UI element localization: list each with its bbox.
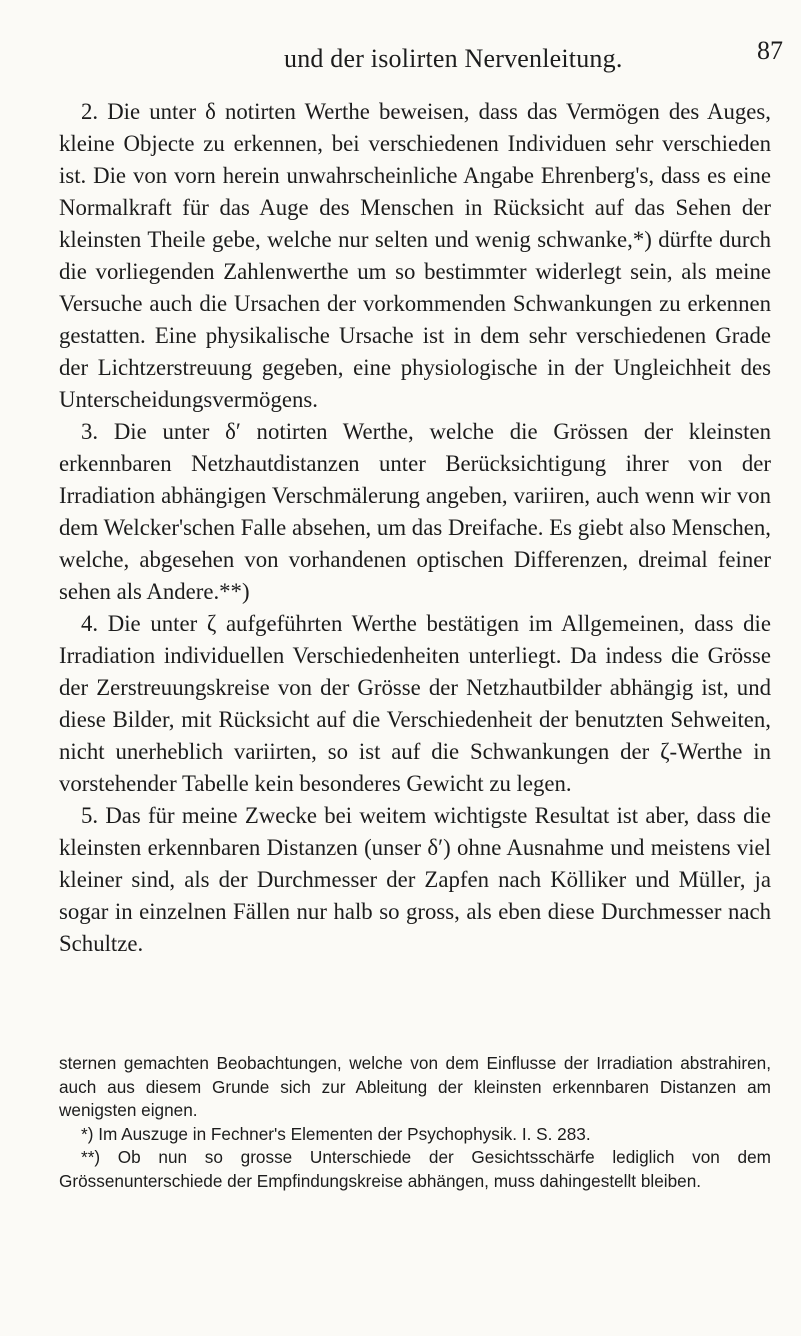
running-head: und der isolirten Nervenleitung. [284, 44, 623, 73]
footnote-1: *) Im Auszuge in Fechner's Elementen der Psychophysik. I. S. 283. [81, 1123, 591, 1144]
paragraph-5: 5. Das für meine Zwecke bei weitem wichtigste Resultat ist aber, dass die kleinsten erkennbaren Distanzen (unser δ′) ohne Ausnahme und meistens viel kleiner sind, als der Durchmesser der Zapfen nach Kölliker und Müller, ja sogar in einzelnen Fällen nur halb so gross, als eben diese Durchmesser nach Schultze. [59, 803, 771, 956]
footnote-continuation: sternen gemachten Beobachtungen, welche von dem Einflusse der Irradiation abstrahiren, auch aus diesem Grunde sich zur Ableitung der kleinsten erkennbaren Distanzen am wenigsten eignen. [59, 1053, 771, 1120]
page-header [0, 36, 801, 84]
page-number: 87 [757, 36, 783, 65]
footnotes [59, 1052, 771, 1193]
paragraph-2: 2. Die unter δ notirten Werthe beweisen, dass das Vermögen des Auges, kleine Objecte zu erkennen, bei verschiedenen Individuen sehr verschieden ist. Die von vorn herein unwahrscheinliche Angabe Ehrenberg's, dass es eine Normalkraft für das Auge des Menschen in Rücksicht auf das Sehen der kleinsten Theile gebe, welche nur selten und wenig schwanke,*) dürfte durch die vorliegenden Zahlenwerthe um so bestimmter widerlegt sein, als meine Versuche auch die Ursachen der vorkommenden Schwankungen zu erkennen gestatten. Eine physikalische Ursache ist in dem sehr verschiedenen Grade der Lichtzerstreuung gegeben, eine physiologische in der Ungleichheit des Unterscheidungsvermögens. [59, 99, 771, 412]
main-text [59, 96, 771, 960]
paragraph-3: 3. Die unter δ′ notirten Werthe, welche die Grössen der kleinsten erkennbaren Netzhautdistanzen unter Berücksichtigung ihrer von der Irradiation abhängigen Verschmälerung angeben, variiren, auch wenn wir von dem Welcker'schen Falle absehen, um das Dreifache. Es giebt also Menschen, welche, abgesehen von vorhandenen optischen Differenzen, dreimal feiner sehen als Andere.**) [59, 419, 771, 604]
footnote-2: **) Ob nun so grosse Unterschiede der Gesichtsschärfe lediglich von dem Grössenunterschiede der Empfindungskreise abhängen, muss dahingestellt bleiben. [59, 1147, 771, 1191]
paragraph-4: 4. Die unter ζ aufgeführten Werthe bestätigen im Allgemeinen, dass die Irradiation individuellen Verschiedenheiten unterliegt. Da indess die Grösse der Zerstreuungskreise von der Grösse der Netzhautbilder abhängig ist, und diese Bilder, mit Rücksicht auf die Verschiedenheit der benutzten Sehweiten, nicht unerheblich variirten, so ist auf die Schwankungen der ζ-Werthe in vorstehender Tabelle kein besonderes Gewicht zu legen. [59, 611, 771, 796]
